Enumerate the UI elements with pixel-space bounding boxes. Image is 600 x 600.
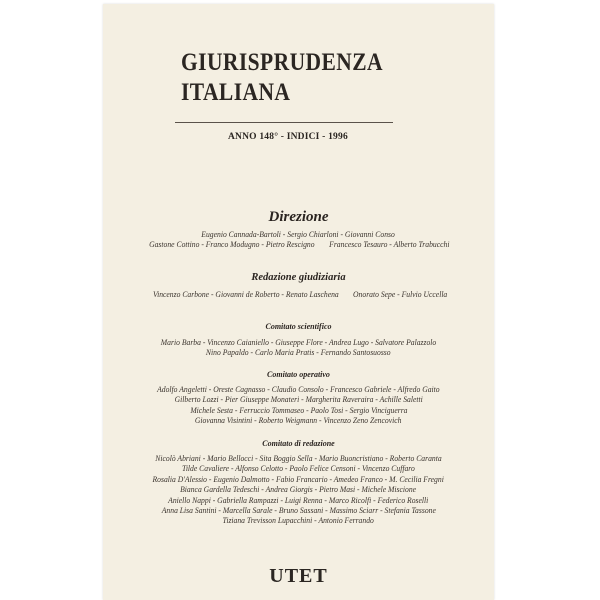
redazione-giudiziaria-heading: Redazione giudiziaria <box>251 272 346 283</box>
name-line: Tiziana Trevisson Lupacchini - Antonio Ferrando <box>222 516 375 526</box>
direzione-heading: Direzione <box>268 209 329 225</box>
name-line: Vincenzo Carbone - Giovanni de Roberto - Renato Laschena <box>153 290 340 299</box>
title-page <box>103 4 494 600</box>
comitato-scientifico-heading: Comitato scientifico <box>265 322 332 331</box>
comitato-redazione-names <box>103 454 494 527</box>
name-line: Aniello Nappi - Gabriella Rampazzi - Luigi Renna - Marco Ricolfi - Federico Roselli <box>168 495 429 505</box>
publisher-logo: UTET <box>269 565 328 587</box>
comitato-redazione-heading: Comitato di redazione <box>262 439 335 448</box>
name-line: Gilberto Lozzi - Pier Giuseppe Monateri - Margherita Raveraira - Achille Saletti <box>174 395 423 405</box>
name-line: Onorato Sepe - Fulvio Uccella <box>353 290 448 299</box>
journal-title <box>181 48 383 108</box>
journal-subtitle: ANNO 148° - INDICI - 1996 <box>228 132 348 142</box>
comitato-operativo-names <box>103 385 494 427</box>
journal-title-line1: GIURISPRUDENZA <box>181 49 383 76</box>
comitato-operativo-heading: Comitato operativo <box>267 370 330 379</box>
name-line: Michele Sesta - Ferruccio Tommaseo - Paolo Tosi - Sergio Vinciguerra <box>189 405 408 415</box>
name-line: Francesco Tesauro - Alberto Trabucchi <box>329 240 450 250</box>
redazione-giudiziaria-names <box>103 290 494 300</box>
name-line: Giovanna Visintini - Roberto Weigmann - Vincenzo Zeno Zencovich <box>195 416 402 426</box>
name-line: Bianca Gardella Tedeschi - Andrea Giorgis - Pietro Masi - Michele Miscione <box>180 485 417 495</box>
direzione-names <box>103 230 494 251</box>
name-line: Nino Papaldo - Carlo Maria Pratis - Fernando Santosuosso <box>206 348 391 358</box>
name-line: Tilde Cavaliere - Alfonso Celotto - Paolo Felice Censoni - Vincenzo Cuffaro <box>182 464 415 474</box>
name-line: Nicolò Abriani - Mario Bellocci - Sita Boggio Sella - Mario Buoncristiano - Roberto Caranta <box>155 454 442 463</box>
name-line: Eugenio Cannada-Bartoli - Sergio Chiarloni - Giovanni Conso <box>201 230 396 239</box>
name-line: Mario Barba - Vincenzo Caianiello - Giuseppe Flore - Andrea Lugo - Salvatore Palazzolo <box>160 338 437 347</box>
title-divider <box>175 122 393 123</box>
name-line: Anna Lisa Santini - Marcella Sarale - Bruno Sassani - Massimo Sciarr - Stefania Tassone <box>161 506 436 516</box>
name-line: Adolfo Angeletti - Oreste Cagnasso - Claudio Consolo - Francesco Gabriele - Alfredo Gaito <box>157 385 440 394</box>
name-line: Rosalia D'Alessio - Eugenio Dalmotto - Fabio Francario - Amedeo Franco - M. Cecilia Fregni <box>152 474 445 484</box>
journal-title-line2: ITALIANA <box>181 79 291 106</box>
name-line: Gastone Cottino - Franco Modugno - Pietro Rescigno <box>149 240 315 250</box>
comitato-scientifico-names <box>103 338 494 359</box>
